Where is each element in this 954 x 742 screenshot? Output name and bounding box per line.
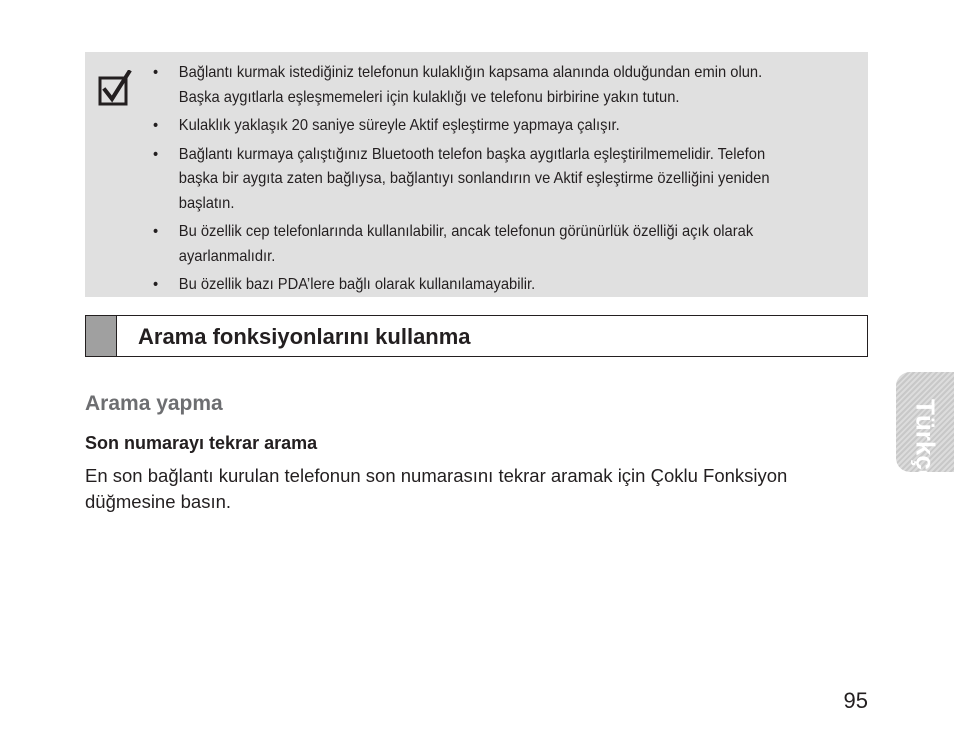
note-bullet: • Bağlantı kurmaya çalıştığınız Bluetooth telefon başka aygıtlarla eşleştirilmemelidir. Telefon başka bir aygıta zaten bağlıysa, bağlantıyı sonlandırın ve Aktif eşleştirme özelliğini yeniden başlatın. [153,143,802,217]
note-bullet: • Bu özellik bazı PDA’lere bağlı olarak kullanılamayabilir. [153,273,802,298]
language-tab-label: Türkçe [910,399,941,485]
section-marker [86,316,117,356]
topic-title: Son numarayı tekrar arama [85,433,318,453]
checkbox-check-icon [98,70,132,106]
note-box [85,52,868,297]
page-number: 95 [843,688,868,713]
section-header [85,315,868,357]
note-bullet: • Bu özellik cep telefonlarında kullanılabilir, ancak telefonun görünürlük özelliği açık olarak ayarlanmalıdır. [153,220,802,269]
subsection-title: Arama yapma [85,392,223,415]
note-bullet: • Kulaklık yaklaşık 20 saniye süreyle Aktif eşleştirme yapmaya çalışır. [153,114,802,139]
language-tab [896,372,954,485]
note-bullet-list [153,61,802,302]
note-bullet: • Bağlantı kurmak istediğiniz telefonun kulaklığın kapsama alanında olduğundan emin olun. Başka aygıtlarla eşleşmemeleri için kulaklığı ve telefonu birbirine yakın tutun. [153,61,802,110]
topic-body: En son bağlantı kurulan telefonun son numarasını tekrar aramak için Çoklu Fonksiyon düğmesine basın. [85,465,788,512]
section-title: Arama fonksiyonlarını kullanma [138,324,471,349]
